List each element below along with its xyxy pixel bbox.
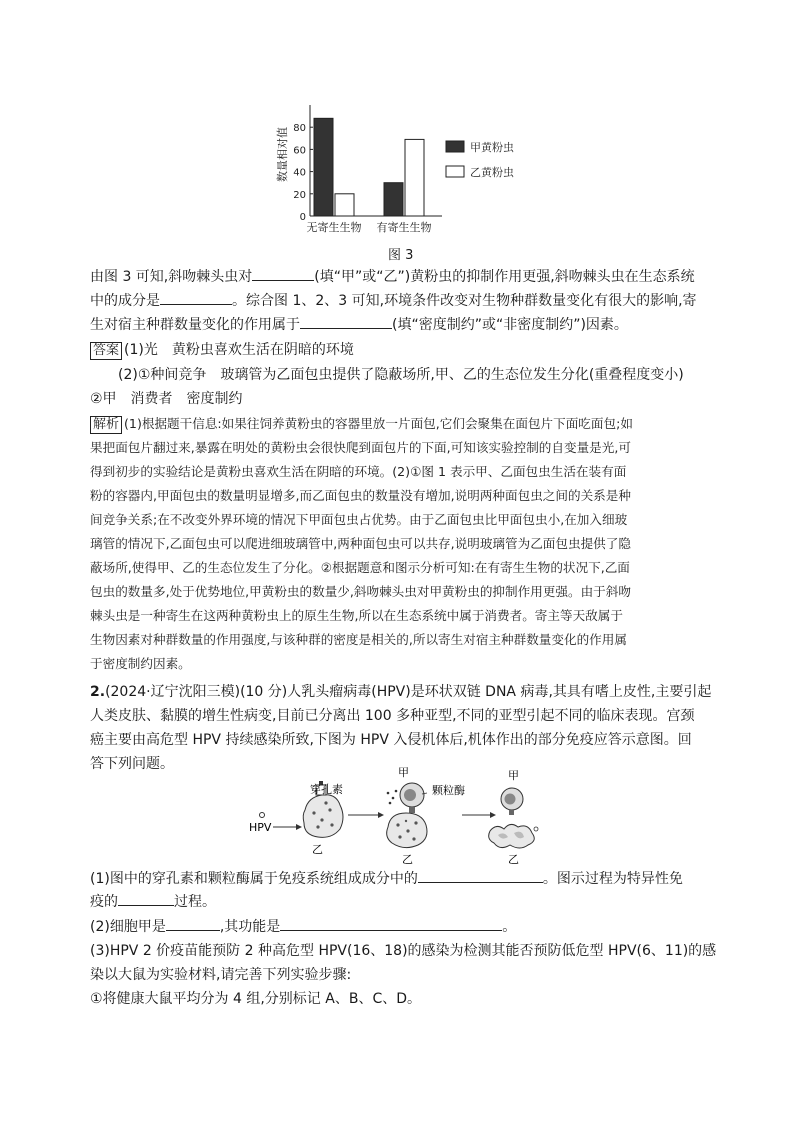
cell-yi-label-3: 乙 — [508, 853, 519, 865]
question2-line-3: 癌主要由高危型 HPV 持续感染所致,下图为 HPV 入侵机体后,机体作出的部分免疫应答示意图。回 — [90, 732, 692, 748]
explanation-line: 包虫的数量多,处于优势地位,甲黄粉虫的数量少,斜吻棘头虫对甲黄粉虫的抑制作用更强。由于斜吻 — [90, 584, 631, 599]
answer-blank-3[interactable] — [300, 314, 392, 329]
hpv-virus-icon — [260, 813, 265, 818]
answer-blank-4[interactable] — [418, 868, 543, 883]
answer-blank-5[interactable] — [118, 891, 174, 906]
x-category-label: 无寄生生物 — [306, 221, 362, 234]
subq-text: ,其功能是 — [219, 919, 281, 935]
explanation-line: 得到初步的实验结论是黄粉虫喜欢生活在阴暗的环境。(2)①图 1 表示甲、乙面包虫生活在装有面 — [90, 464, 627, 479]
question-text: 由图 3 可知,斜吻棘头虫对 — [90, 269, 253, 285]
subq3-step1: ①将健康大鼠平均分为 4 组,分别标记 A、B、C、D。 — [90, 991, 421, 1007]
answer-line-3: ②甲 消费者 密度制约 — [90, 391, 243, 407]
explanation-line: 于密度制约因素。 — [90, 656, 191, 671]
question-text: 生对宿主种群数量变化的作用属于 — [90, 317, 300, 333]
subq-text: 疫的 — [90, 894, 118, 910]
legend-swatch — [446, 166, 464, 177]
question-line-1 — [90, 266, 710, 288]
t-cell-icon — [501, 788, 523, 815]
explanation-line: 果把面包片翻过来,暴露在明处的黄粉虫会很快爬到面包片的下面,可知该实验控制的自变量是光,可 — [90, 440, 631, 455]
answer-blank-6[interactable] — [166, 916, 220, 931]
explanation-line: 粉的容器内,甲面包虫的数量明显增多,而乙面包虫的数量没有增加,说明两种面包虫之间的关系是种 — [90, 488, 631, 503]
legend-label: 乙黄粉虫 — [470, 166, 514, 179]
explanation-tag: 解析 — [90, 416, 122, 434]
subq-text: 。 — [502, 919, 517, 935]
y-axis-label: 数量相对值 — [276, 127, 289, 182]
legend-label: 甲黄粉虫 — [470, 141, 514, 154]
bar — [384, 183, 403, 216]
question-number: 2. — [90, 684, 106, 700]
subq-text: 过程。 — [174, 894, 216, 910]
answer-line-2: (2)①种间竞争 玻璃管为乙面包虫提供了隐蔽场所,甲、乙的生态位发生分化(重叠程度变小) — [118, 367, 684, 383]
figure3-caption: 图 3 — [388, 248, 414, 263]
question-line-3 — [90, 314, 710, 336]
t-cell-icon — [400, 783, 427, 813]
y-tick-label: 80 — [293, 123, 306, 135]
question-text: 。综合图 1、2、3 可知,环境条件改变对生物种群数量变化有很大的影响,寄 — [232, 293, 697, 309]
answer-blank-2[interactable] — [160, 290, 232, 305]
legend-swatch — [446, 141, 464, 152]
lysed-cell-icon — [489, 824, 538, 848]
subq1-line-1 — [90, 868, 710, 890]
question2-text: (2024·辽宁沈阳三模)(10 分)人乳头瘤病毒(HPV)是环状双链 DNA 病毒,其具有嗜上皮性,主要引起 — [105, 684, 712, 700]
answer-blank-1[interactable] — [252, 266, 314, 281]
hpv-label: HPV — [249, 821, 272, 834]
question2-line-2: 人类皮肤、黏膜的增生性病变,目前已分离出 100 多种亚型,不同的亚型引起不同的临床表现。宫颈 — [90, 708, 695, 724]
jia-label-2: 甲 — [508, 769, 519, 782]
explanation-line-1 — [90, 413, 710, 435]
x-category-label: 有寄生生物 — [376, 221, 432, 234]
subq-text: 。图示过程为特异性免 — [542, 871, 683, 887]
y-tick-label: 60 — [293, 145, 306, 157]
cell-yi-label-2: 乙 — [402, 853, 413, 865]
answer-blank-7[interactable] — [280, 916, 502, 931]
y-tick-label: 20 — [293, 189, 306, 201]
question2-line-4: 答下列问题。 — [90, 756, 174, 772]
explanation-line: 蔽场所,使得甲、乙的生态位发生了分化。②根据题意和图示分析可知:在有寄生生物的状况下,乙面 — [90, 560, 630, 575]
question-text: (填“密度制约”或“非密度制约”)因素。 — [392, 317, 628, 333]
explanation-line: 棘头虫是一种寄生在这两种黄粉虫上的原生生物,所以在生态系统中属于消费者。寄主等天敌属于 — [90, 608, 623, 623]
bar — [314, 118, 333, 216]
subq-text: (1)图中的穿孔素和颗粒酶属于免疫系统组成成分中的 — [90, 871, 418, 887]
y-tick-label: 40 — [293, 167, 306, 179]
perforin-dots-icon — [387, 790, 398, 805]
question-text: 中的成分是 — [90, 293, 160, 309]
answer-tag: 答案 — [90, 342, 122, 360]
cell-yi-label-1: 乙 — [312, 843, 323, 856]
subq2-line — [90, 916, 710, 938]
target-cell-icon — [387, 813, 427, 848]
figure3-bar-chart — [270, 95, 550, 240]
subq3-line-2: 染以大鼠为实验材料,请完善下列实验步骤: — [90, 967, 352, 983]
perforin-label: 穿孔素 — [310, 783, 343, 796]
question-text: (填“甲”或“乙”)黄粉虫的抑制作用更强,斜吻棘头虫在生态系统 — [314, 269, 695, 285]
y-tick-label: 0 — [299, 212, 306, 223]
subq-text: (2)细胞甲是 — [90, 919, 166, 935]
question-line-2 — [90, 290, 710, 312]
explanation-line: 生物因素对种群数量的作用强度,与该种群的密度是相关的,所以寄生对宿主种群数量变化的作用属 — [90, 632, 627, 647]
explanation-line: 璃管的情况下,乙面包虫可以爬进细玻璃管中,两种面包虫可以共存,说明玻璃管为乙面包虫提供了隐 — [90, 536, 631, 551]
granzyme-label: 颗粒酶 — [432, 784, 465, 797]
bar — [405, 139, 424, 216]
bar — [335, 194, 354, 216]
answer-text: (1)光 黄粉虫喜欢生活在阴暗的环境 — [124, 342, 354, 358]
subq1-line-2 — [90, 891, 710, 913]
answer-line-1 — [90, 339, 710, 361]
jia-label-1: 甲 — [398, 766, 409, 779]
subq3-line-1: (3)HPV 2 价疫苗能预防 2 种高危型 HPV(16、18)的感染为检测其能否预防低危型 HPV(6、11)的感 — [90, 943, 717, 959]
explanation-text: (1)根据题干信息:如果往饲养黄粉虫的容器里放一片面包,它们会聚集在面包片下面吃面包;如 — [124, 416, 633, 431]
explanation-line: 间竞争关系;在不改变外界环境的情况下甲面包虫占优势。由于乙面包虫比甲面包虫小,在加入细玻 — [90, 512, 628, 527]
hpv-immune-diagram — [240, 765, 560, 865]
question2-line-1 — [90, 681, 710, 703]
